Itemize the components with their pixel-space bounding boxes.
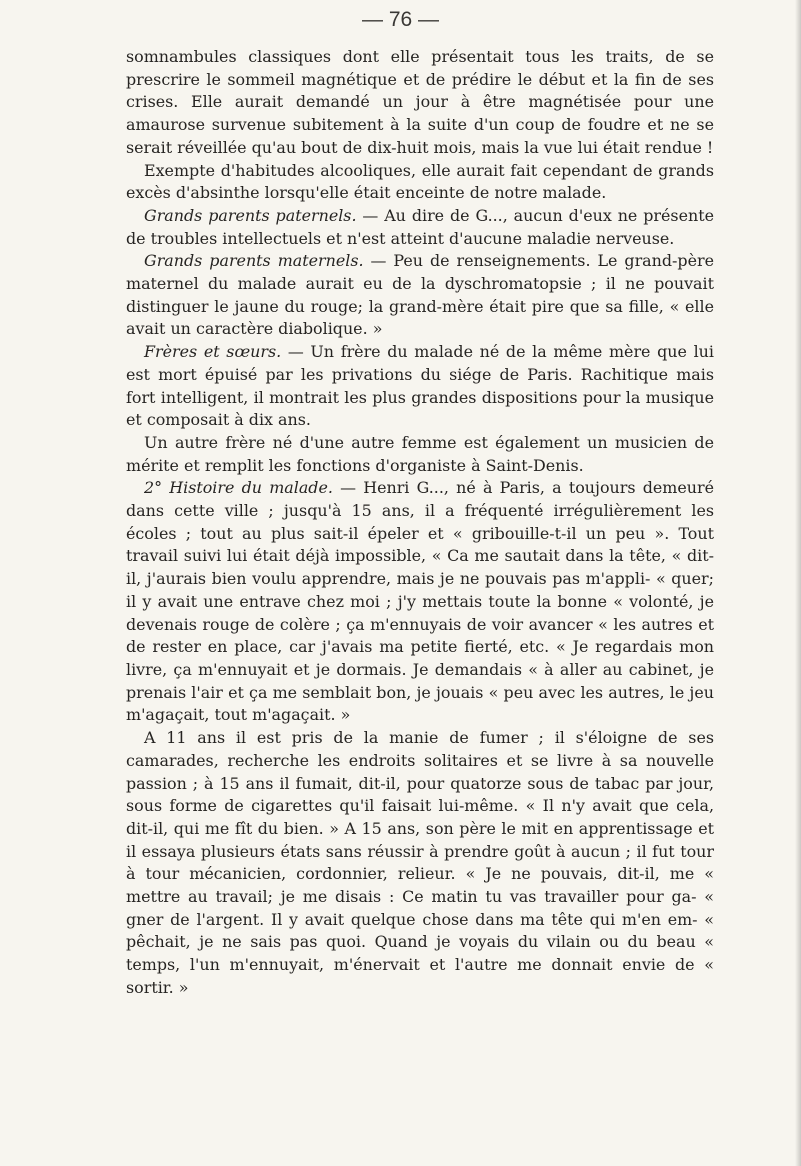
- paragraph-3: [126, 205, 714, 250]
- paragraph-1: [126, 46, 714, 160]
- paragraph-4-heading: Grands parents maternels.: [144, 251, 364, 271]
- paragraph-5: [126, 341, 714, 432]
- paragraph-7-text: — Henri G..., né à Paris, a toujours demeuré dans cette ville ; jusqu'à 15 ans, il a fréquenté irrégulièrement les écoles ; tout au plus sait-il épeler et « gribouille-t-il un peu ». Tout travail suivi lui était déjà impossible, « Ca me sautait dans la tête, « dit-il, j'aurais bien voulu apprendre, mais je ne pouvais pas m'appli- « quer; il y avait une entrave chez moi ; j'y mettais toute la bonne « volonté, je devenais rouge de colère ; ça m'ennuyais de voir avancer « les autres et de rester en place, car j'avais ma petite fierté, etc. « Je regardais mon livre, ça m'ennuyait et je dormais. Je demandais « à aller au cabinet, je prenais l'air et ça me semblait bon, je jouais « peu avec les autres, le jeu m'agaçait, tout m'agaçait. »: [126, 478, 714, 725]
- body-text: [126, 46, 714, 1000]
- paragraph-2: [126, 160, 714, 205]
- page-number: — 76 —: [361, 8, 440, 31]
- paragraph-7-heading: 2° Histoire du malade.: [144, 478, 333, 498]
- paragraph-5-heading: Frères et sœurs.: [144, 342, 282, 362]
- paragraph-8: [126, 727, 714, 999]
- paragraph-4: [126, 250, 714, 341]
- paragraph-3-text: — Au dire de G..., aucun d'eux ne présente de troubles intellectuels et n'est atteint d'aucune maladie nerveuse.: [126, 205, 714, 248]
- paragraph-3-heading: Grands parents paternels.: [144, 205, 357, 225]
- paragraph-5-text: — Un frère du malade né de la même mère que lui est mort épuisé par les privations du siége de Paris. Rachitique mais fort intelligent, il montrait les plus grandes dispositions pour la musique et composait à dix ans.: [126, 342, 714, 430]
- page-edge-shadow: [795, 0, 801, 1166]
- paragraph-8-text: A 11 ans il est pris de la manie de fumer ; il s'éloigne de ses camarades, recherche les endroits solitaires et se livre à sa nouvelle passion ; à 15 ans il fumait, dit-il, pour quatorze sous de tabac par jour, sous forme de cigarettes qu'il faisait lui-même. « Il n'y avait que cela, dit-il, qui me fît du bien. » A 15 ans, son père le mit en apprentissage et il essaya plusieurs états sans réussir à prendre goût à aucun ; il fut tour à tour mécanicien, cordonnier, relieur. « Je ne pouvais, dit-il, me « mettre au travail; je me disais : Ce matin tu vas travailler pour ga- « gner de l'argent. Il y avait quelque chose dans ma tête qui m'en em- « pêchait, je ne sais pas quoi. Quand je voyais du vilain ou du beau « temps, l'un m'ennuyait, m'énervait et l'autre me donnait envie de « sortir. »: [126, 728, 714, 997]
- paragraph-6: [126, 432, 714, 477]
- paragraph-2-text: Exempte d'habitudes alcooliques, elle aurait fait cependant de grands excès d'absinthe lorsqu'elle était enceinte de notre malade.: [126, 160, 714, 203]
- paragraph-7: [126, 477, 714, 727]
- paragraph-1-text: somnambules classiques dont elle présentait tous les traits, de se prescrire le sommeil magnétique et de prédire le début et la fin de ses crises. Elle aurait demandé un jour à être magnétisée pour une amaurose survenue subitement à la suite d'un coup de foudre et ne se serait réveillée qu'au bout de dix-huit mois, mais la vue lui était rendue !: [126, 47, 714, 157]
- paragraph-6-text: Un autre frère né d'une autre femme est également un musicien de mérite et remplit les fonctions d'organiste à Saint-Denis.: [126, 432, 714, 475]
- paragraph-4-text: — Peu de renseignements. Le grand-père maternel du malade aurait eu de la dyschromatopsie ; il ne pouvait distinguer le jaune du rouge; la grand-mère était pire que sa fille, « elle avait un caractère diabolique. »: [126, 251, 714, 339]
